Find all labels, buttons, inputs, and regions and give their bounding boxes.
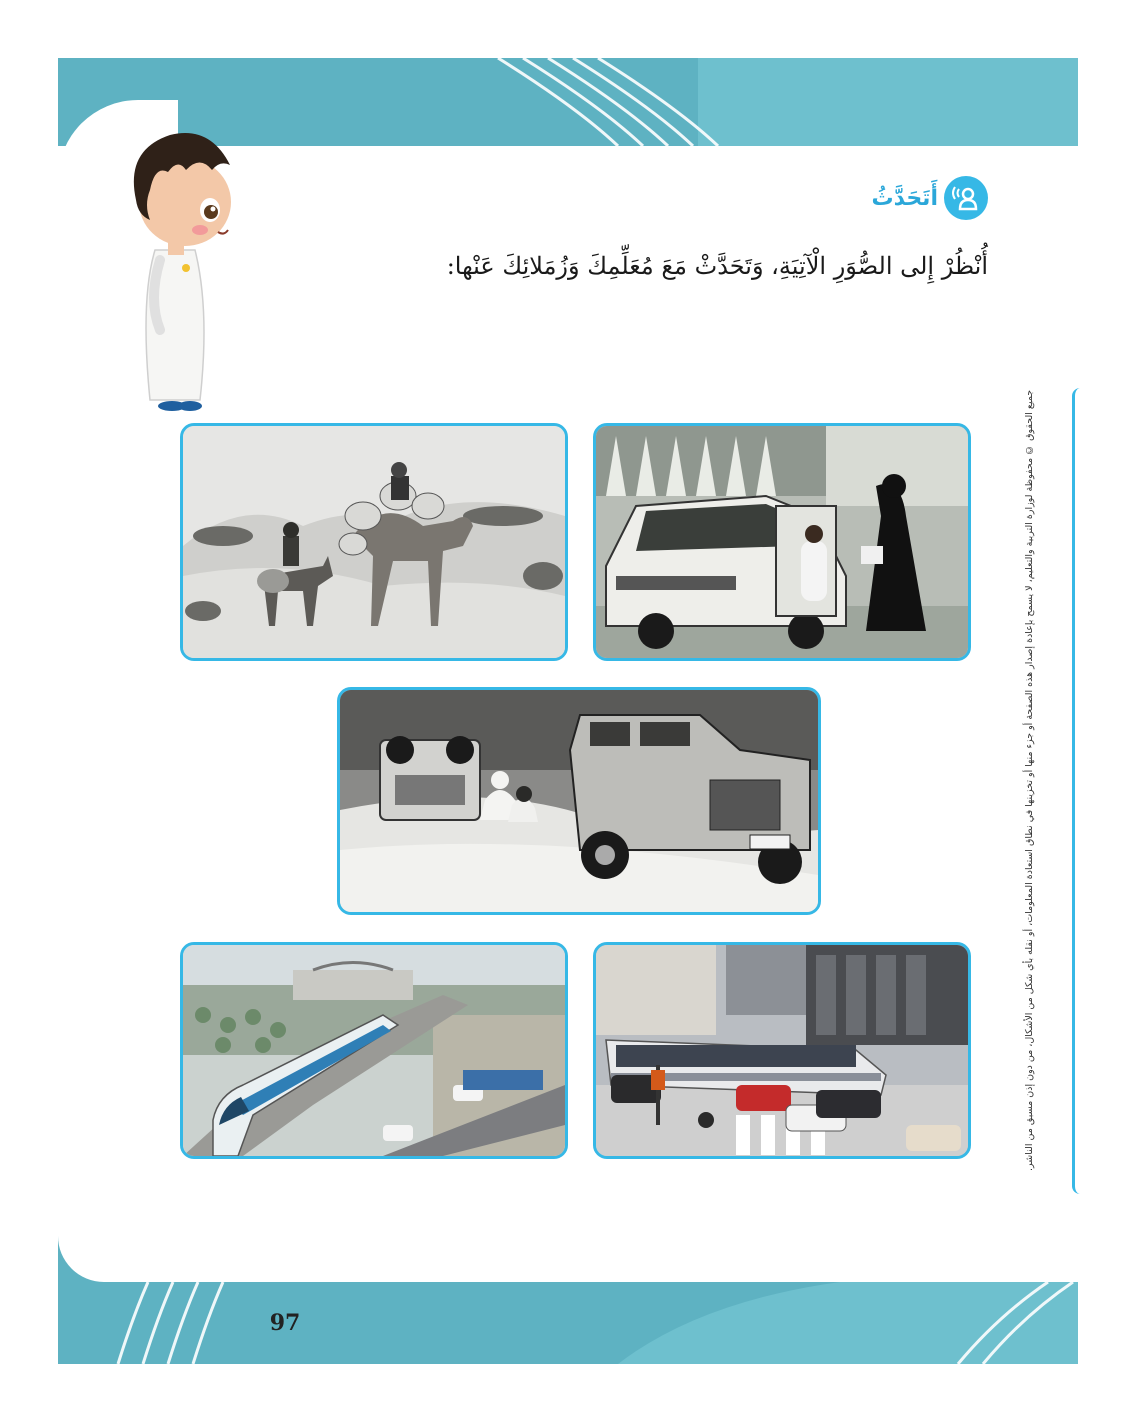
speaking-person-icon [944,176,988,220]
page-number: 97 [269,1310,301,1336]
section-title: أَتَحَدَّثُ [871,185,938,211]
photo-metro [180,942,568,1159]
copyright-notice: جميع الحقوق © محفوظة لوزارة التربية والتعليم، لا يسمح بإعادة إصدار هذه الصفحة أو جزء منها أو تخزينها في نطاق استعادة المعلومات، أو نقله بأي شكل من الأشكال، من دون إذن مسبق من الناشر. [1024,390,1035,1172]
section-header [872,176,988,220]
boy-character-illustration [100,110,240,424]
instruction-text: أُنْظُرْ إِلى الصُّوَرِ الْآتِيَةِ، وَتَحَدَّثْ مَعَ مُعَلِّمِكَ وَزُمَلائِكَ عَنْها: [446,252,988,280]
photo-landrover-desert [337,687,821,915]
bottom-corner [58,1236,1078,1282]
photo-camel-donkey [180,423,568,661]
photo-taxi-old [593,423,971,661]
side-rule [1072,388,1083,1194]
photo-tram [593,942,971,1159]
